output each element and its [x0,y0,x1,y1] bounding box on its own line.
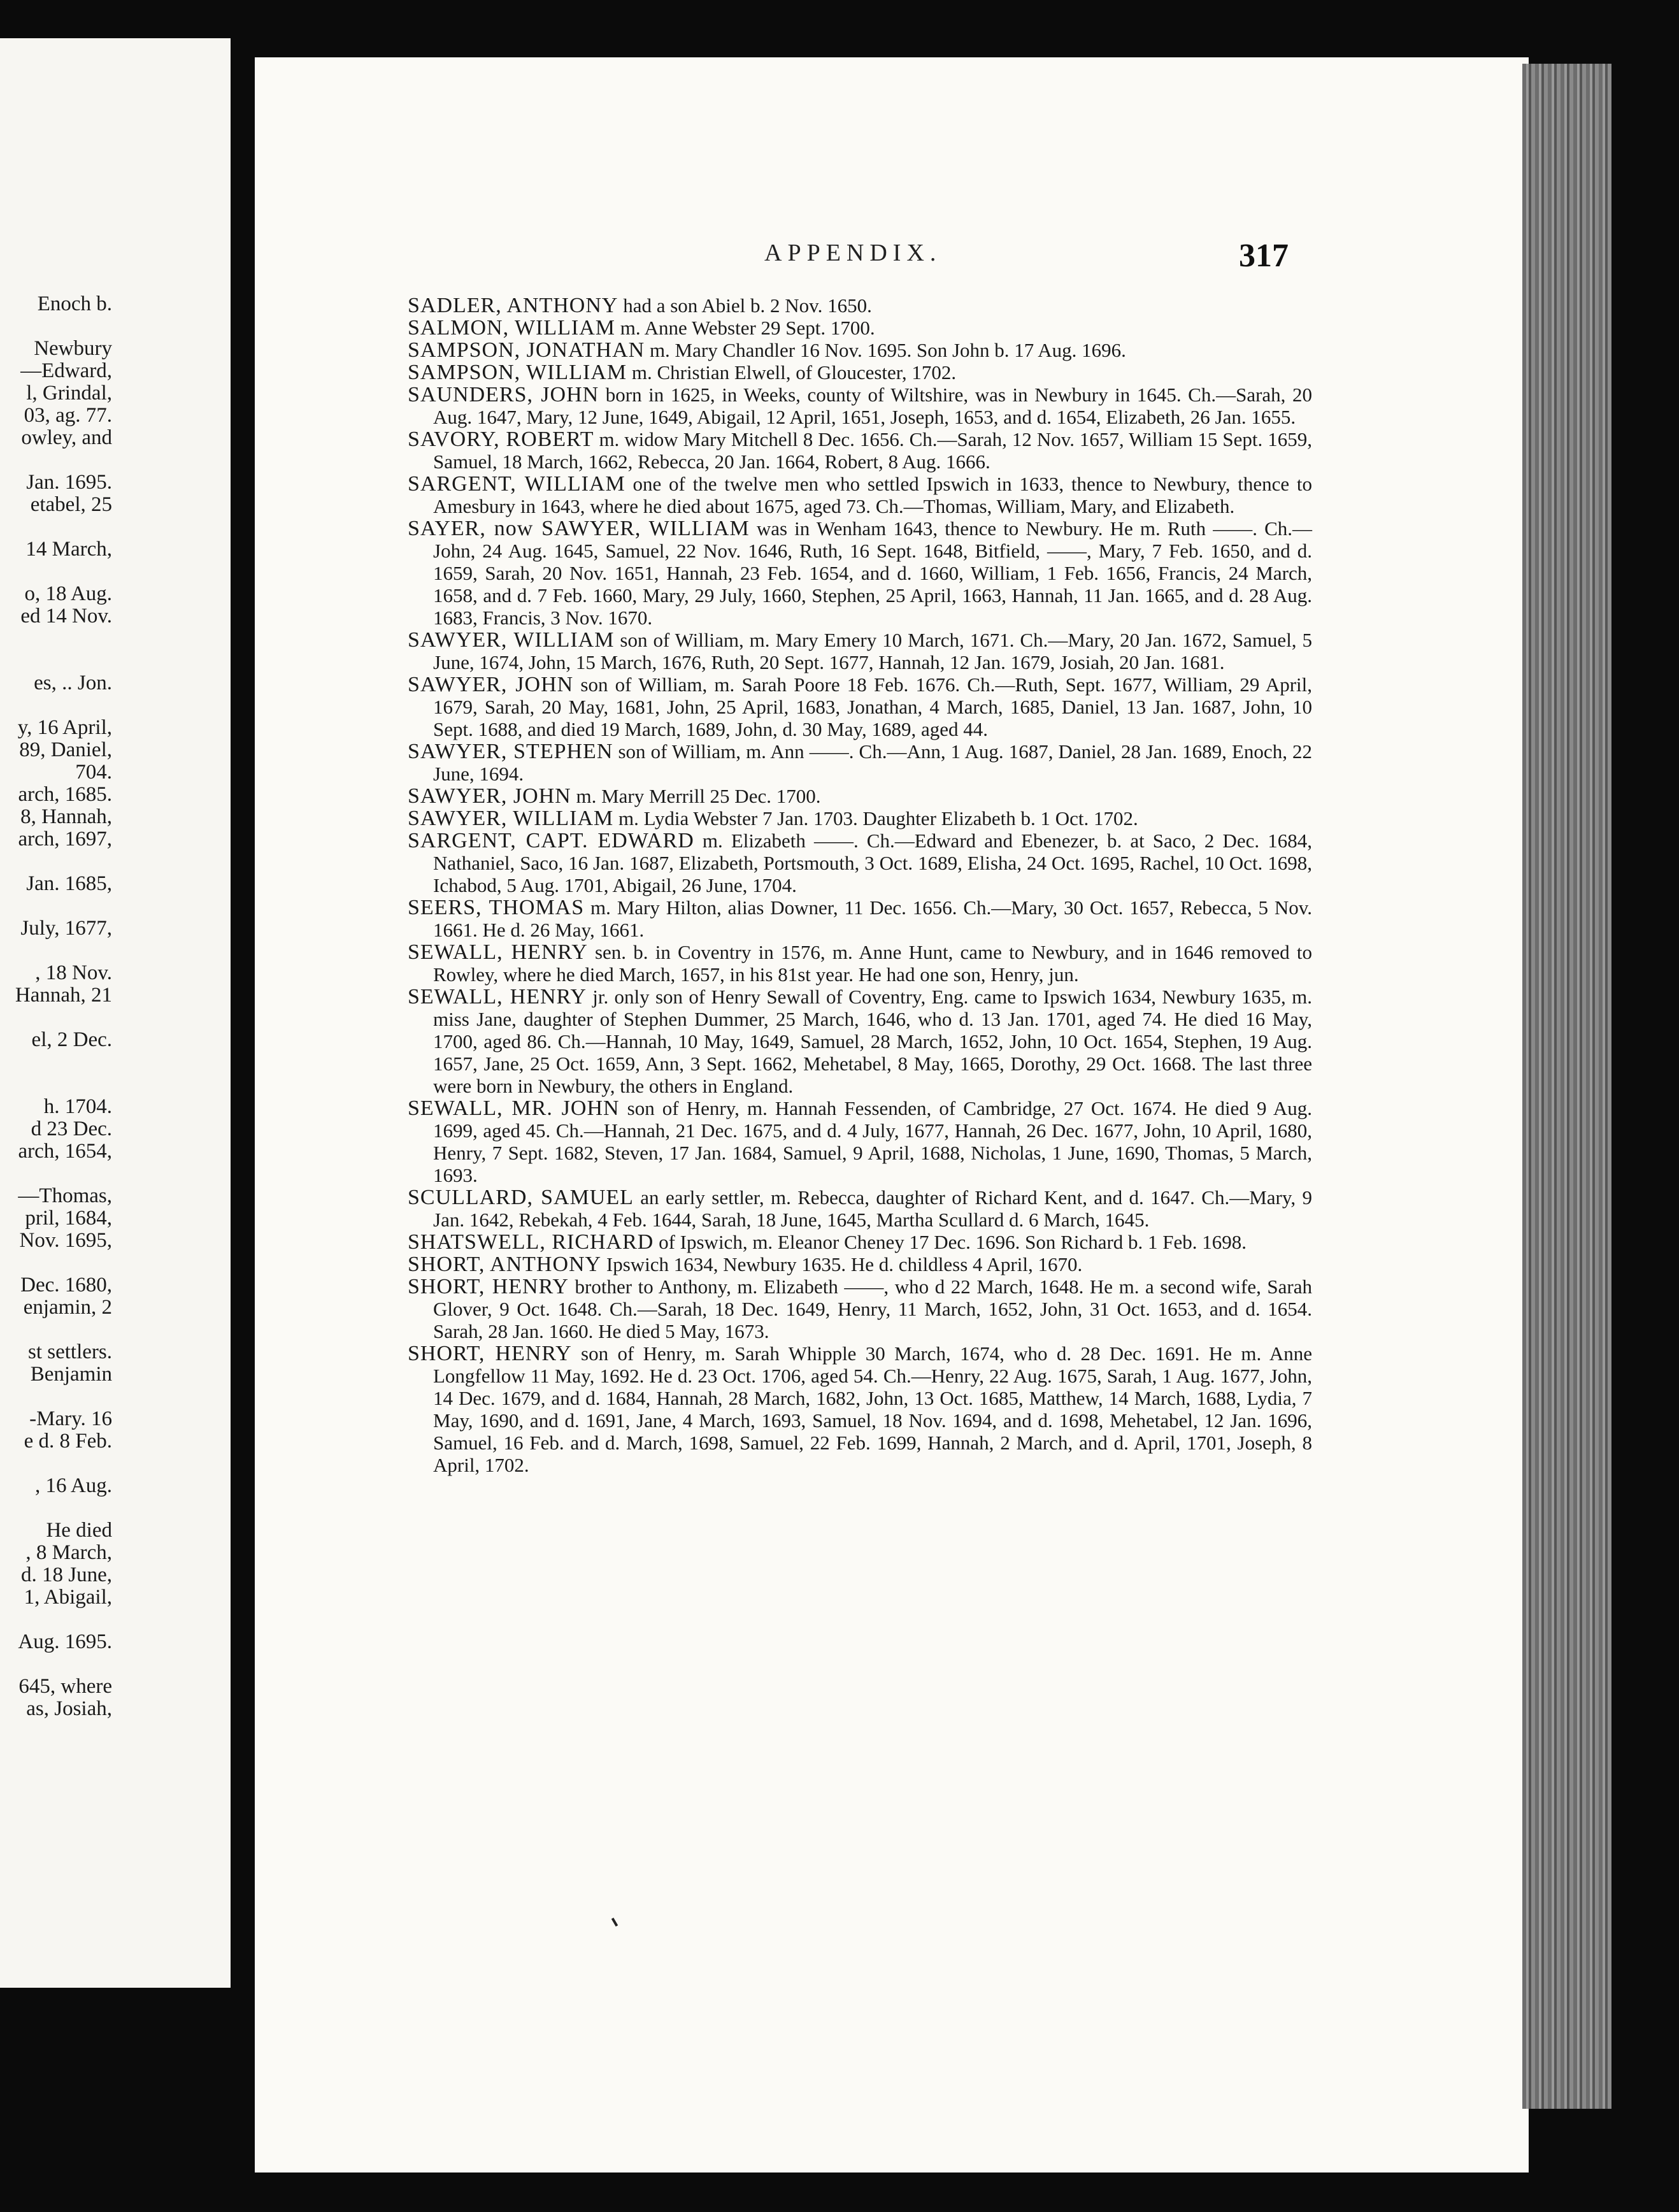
entry-surname: SHORT, HENRY [408,1275,569,1298]
left-page-fragment-line [0,1453,112,1475]
left-page-fragment-line: Enoch b. [37,293,112,315]
left-page-fragment-line: e d. 8 Feb. [24,1430,112,1453]
left-page-fragment-line: st settlers. [28,1341,112,1363]
genealogy-entry [408,1231,1312,1253]
left-page-fragment-line: 1, Abigail, [24,1586,112,1609]
left-page-fragment-line: Hannah, 21 [15,984,112,1007]
entry-text: brother to Anthony, m. Elizabeth ——, who d 22 March, 1648. He m. a second wife, Sarah Glover, 9 Oct. 1648. Ch.—Sarah, 18 Dec. 1649, Henry, 11 March, 1652, John, 31 Oct. 1653, and d. 1654. Sarah, 28 Jan. 1660. He died 5 May, 1673. [433,1275,1312,1342]
left-page-fragment-line: Nov. 1695, [19,1230,112,1252]
entry-text: had a son Abiel b. 2 Nov. 1650. [618,294,872,317]
entry-text: son of Henry, m. Hannah Fessenden, of Cambridge, 27 Oct. 1674. He died 9 Aug. 1699, aged 45. Ch.—Hannah, 21 Dec. 1675, and d. 4 July, 1677, Hannah, 26 Dec. 1677, John, 10 April, 1680, Henry, 7 Sept. 1682, Steven, 17 Jan. 1684, Samuel, 9 April, 1688, Nicholas, 1 June, 1690, Thomas, 5 March, 1693. [433,1097,1313,1186]
genealogy-entry [408,1342,1312,1476]
entry-surname: SHORT, ANTHONY [408,1253,602,1276]
left-page-fragment-line: arch, 1685. [18,784,112,806]
entry-text: son of Henry, m. Sarah Whipple 30 March, 1674, who d. 28 Dec. 1691. He m. Anne Longfellow 11 May, 1692. He d. 23 Oct. 1706, aged 54. Ch.—Henry, 22 Aug. 1675, Sarah, 1 Aug. 1677, John, 14 Dec. 1679, and d. 1684, Hannah, 28 March, 1682, John, 13 Oct. 1685, Matthew, 14 March, 1688, Lydia, 7 May, 1690, and d. 1691, Jane, 4 March, 1693, Samuel, 18 Nov. 1694, and d. 1698, Mehetabel, 12 Jan. 1696, Samuel, 16 Feb. and d. March, 1698, Samuel, 22 Feb. 1699, Hannah, 2 March, and d. April, 1701, Joseph, 8 April, 1702. [433,1342,1312,1476]
left-page-fragment-line: Dec. 1680, [20,1274,112,1296]
entry-surname: SAMPSON, JONATHAN [408,338,645,362]
entry-text: Ipswich 1634, Newbury 1635. He d. childless 4 April, 1670. [601,1253,1083,1275]
left-page-fragment-line: —Edward, [20,360,112,382]
entry-text: m. Mary Merrill 25 Dec. 1700. [571,785,821,807]
entry-surname: SAWYER, JOHN [408,784,571,808]
entry-surname: SCULLARD, SAMUEL [408,1186,634,1209]
left-page-fragment-line [0,1497,112,1519]
left-page-fragment-line [0,1386,112,1408]
left-page-fragment-line: d. 18 June, [21,1564,112,1586]
left-page-fragment-line: Jan. 1685, [26,873,112,895]
entry-text: one of the twelve men who settled Ipswich in 1633, thence to Newbury, thence to Amesbury in 1643, where he died about 1675, aged 73. Ch.—Thomas, William, Mary, and Elizabeth. [433,473,1312,517]
left-page-fragment-line: 8, Hannah, [20,806,112,828]
entry-surname: SEWALL, HENRY [408,940,588,964]
left-page-fragment-line: etabel, 25 [30,494,112,516]
genealogy-entry [408,317,1312,339]
left-page-fragment-line: enjamin, 2 [23,1296,112,1319]
left-page-fragment-line [0,650,112,672]
genealogy-entry [408,1186,1312,1231]
left-page-fragment-line [0,1163,112,1185]
genealogy-entry [408,384,1312,428]
entry-surname: SAWYER, WILLIAM [408,807,614,830]
left-page-fragment-line: July, 1677, [20,917,112,940]
page-number: 317 [1239,238,1289,274]
genealogy-entry [408,629,1312,673]
left-page-fragment-line: , 18 Nov. [35,962,112,984]
entry-surname: SAWYER, STEPHEN [408,740,613,763]
left-page-fragment-line: l, Grindal, [26,382,112,405]
left-page-fragment-line: el, 2 Dec. [31,1029,112,1051]
entry-surname: SAWYER, WILLIAM [408,628,615,652]
left-page-fragment-line: Aug. 1695. [18,1631,112,1653]
entry-surname: SAVORY, ROBERT [408,427,594,451]
entry-text: m. Elizabeth ——. Ch.—Edward and Ebenezer, b. at Saco, 2 Dec. 1684, Nathaniel, Saco, 16 Jan. 1687, Elizabeth, Portsmouth, 3 Oct. 1689, Elisha, 24 Oct. 1695, Rachel, 10 Oct. 1698, Ichabod, 5 Aug. 1701, Abigail, 26 June, 1704. [433,830,1312,896]
entry-surname: SARGENT, CAPT. EDWARD [408,829,694,852]
entry-text: m. Christian Elwell, of Gloucester, 1702. [627,361,957,384]
genealogy-entry [408,1275,1312,1342]
left-page-fragment-line: arch, 1654, [18,1140,112,1163]
left-page-fragment-line: 89, Daniel, [19,739,112,761]
left-page-fragment-line [0,1051,112,1074]
genealogy-entry [408,1097,1312,1186]
entry-surname: SEWALL, MR. JOHN [408,1096,620,1120]
genealogy-entry [408,473,1312,517]
entry-text: jr. only son of Henry Sewall of Coventry, Eng. came to Ipswich 1634, Newbury 1635, m. miss Jane, daughter of Stephen Dummer, 25 March, 1646, who d. 13 Jan. 1701, aged 74. He died 16 May, 1700, aged 86. Ch.—Hannah, 10 May, 1649, Samuel, 28 March, 1652, John, 10 Oct. 1654, Stephen, 19 Aug. 1657, Jane, 25 Oct. 1659, Ann, 3 Sept. 1662, Mehetabel, 8 May, 1665, Dorothy, 29 Oct. 1668. The last three were born in Newbury, the others in England. [433,986,1312,1097]
book-page-edge [1522,64,1611,2109]
genealogy-entry [408,807,1312,830]
genealogy-entry [408,986,1312,1097]
left-page-fragment-line: 03, ag. 77. [24,405,112,427]
left-page-fragment-line [0,1319,112,1341]
entry-surname: SALMON, WILLIAM [408,316,616,340]
genealogy-entry [408,294,1312,317]
left-page-fragment-line [0,940,112,962]
entry-text: was in Wenham 1643, thence to Newbury. He m. Ruth ——. Ch.—John, 24 Aug. 1645, Samuel, 22 Nov. 1646, Ruth, 16 Sept. 1648, Bitfield, ——, Mary, 7 Feb. 1650, and d. 1659, Sarah, 20 Nov. 1651, Hannah, 23 Feb. 1654, and d. 1660, William, 1 Feb. 1656, Francis, 24 March, 1658, and d. 7 Feb. 1660, Mary, 29 July, 1660, Stephen, 25 April, 1663, Hannah, 11 Jan. 1665, and d. 28 Aug. 1683, Francis, 3 Nov. 1670. [433,517,1313,629]
running-head: APPENDIX. [764,240,942,266]
entry-surname: SHATSWELL, RICHARD [408,1230,654,1254]
left-page-fragment-line [0,561,112,583]
genealogy-entry [408,1253,1312,1275]
left-page-fragment-line: d 23 Dec. [31,1118,112,1140]
entry-surname: SEWALL, HENRY [408,985,587,1009]
entry-surname: SADLER, ANTHONY [408,294,618,317]
left-page-fragment-line [0,1007,112,1029]
left-page-fragment-line: 645, where [18,1676,112,1698]
genealogy-entry [408,740,1312,785]
genealogy-entry [408,896,1312,941]
genealogy-entries [408,294,1312,1476]
left-page-fragment-line: He died [46,1519,112,1542]
genealogy-entry [408,361,1312,384]
genealogy-entry [408,830,1312,896]
left-page-fragment-line: 704. [75,761,112,784]
left-page-fragment-line [0,516,112,538]
left-page-fragment-line: Jan. 1695. [26,471,112,494]
entry-text: m. Mary Chandler 16 Nov. 1695. Son John b. 17 Aug. 1696. [645,339,1126,361]
left-page-fragment-line: owley, and [21,427,112,449]
entry-surname: SARGENT, WILLIAM [408,472,625,496]
entry-surname: SAWYER, JOHN [408,673,574,696]
genealogy-entry [408,941,1312,986]
left-page-fragment-line [0,1653,112,1676]
left-page-fragment-line: —Thomas, [18,1185,112,1207]
entry-surname: SEERS, THOMAS [408,896,585,919]
left-page-fragment-line [0,895,112,917]
genealogy-entry [408,428,1312,473]
left-page-fragment-line: -Mary. 16 [29,1408,112,1430]
left-page-fragment-line [0,628,112,650]
left-page-fragment-line: ed 14 Nov. [20,605,112,628]
left-page-fragment-line [0,694,112,717]
entry-text: an early settler, m. Rebecca, daughter of Richard Kent, and d. 1647. Ch.—Mary, 9 Jan. 1642, Rebekah, 4 Feb. 1644, Sarah, 18 June, 1645, Martha Scullard d. 6 March, 1645. [433,1186,1313,1231]
entry-surname: SHORT, HENRY [408,1342,572,1365]
entry-text: of Ipswich, m. Eleanor Cheney 17 Dec. 1696. Son Richard b. 1 Feb. 1698. [654,1231,1247,1253]
left-page-fragment-line: , 8 March, [25,1542,112,1564]
left-page-fragment-line [0,1609,112,1631]
entry-text: sen. b. in Coventry in 1576, m. Anne Hunt, came to Newbury, and in 1646 removed to Rowley, where he died March, 1657, in his 81st year. He had one son, Henry, jun. [433,941,1312,986]
entry-text: son of William, m. Mary Emery 10 March, 1671. Ch.—Mary, 20 Jan. 1672, Samuel, 5 June, 1674, John, 15 March, 1676, Ruth, 20 Sept. 1677, Hannah, 12 Jan. 1679, Josiah, 20 Jan. 1681. [433,629,1312,673]
entry-surname: SAMPSON, WILLIAM [408,361,627,384]
entry-text: son of William, m. Sarah Poore 18 Feb. 1676. Ch.—Ruth, Sept. 1677, William, 29 April, 1679, Sarah, 20 May, 1681, John, 25 April, 1683, Jonathan, 4 March, 1685, Daniel, 13 Jan. 1687, John, 10 Sept. 1688, and died 19 March, 1689, John, d. 30 May, 1689, aged 44. [433,673,1312,740]
left-page-fragment-line: y, 16 April, [17,717,112,739]
entry-text: born in 1625, in Weeks, county of Wiltshire, was in Newbury in 1645. Ch.—Sarah, 20 Aug. 1647, Mary, 12 June, 1649, Abigail, 12 April, 1651, Joseph, 1653, and d. 1654, Elizabeth, 26 Jan. 1655. [433,384,1312,428]
genealogy-entry [408,517,1312,629]
left-page-fragment-line: pril, 1684, [25,1207,112,1230]
left-page-fragment-line [0,851,112,873]
genealogy-entry [408,785,1312,807]
left-page-fragment-line: Benjamin [30,1363,112,1386]
left-page-fragment-line: arch, 1697, [18,828,112,851]
entry-text: m. Lydia Webster 7 Jan. 1703. Daughter Elizabeth b. 1 Oct. 1702. [613,807,1138,830]
entry-surname: SAUNDERS, JOHN [408,383,599,406]
genealogy-entry [408,673,1312,740]
left-page-fragment-line [0,449,112,471]
left-page-fragment-line: es, .. Jon. [34,672,112,694]
left-facing-page [0,38,234,1988]
entry-text: m. Anne Webster 29 Sept. 1700. [615,317,875,339]
left-page-fragment-line: o, 18 Aug. [24,583,112,605]
left-page-fragment-line: 14 March, [25,538,112,561]
left-page-fragment-line [0,1074,112,1096]
genealogy-entry [408,339,1312,361]
entry-text: m. Mary Hilton, alias Downer, 11 Dec. 1656. Ch.—Mary, 30 Oct. 1657, Rebecca, 5 Nov. 1661. He d. 26 May, 1661. [433,896,1312,941]
entry-text: son of William, m. Ann ——. Ch.—Ann, 1 Aug. 1687, Daniel, 28 Jan. 1689, Enoch, 22 June, 1694. [433,740,1313,785]
entry-surname: SAYER, now SAWYER, WILLIAM [408,517,750,540]
left-page-fragment-line [0,1252,112,1274]
left-page-fragment-line [0,315,112,338]
left-page-text-fragments [0,293,112,1720]
left-page-fragment-line: as, Josiah, [26,1698,112,1720]
entry-text: m. widow Mary Mitchell 8 Dec. 1656. Ch.—Sarah, 12 Nov. 1657, William 15 Sept. 1659, Samuel, 18 March, 1662, Rebecca, 20 Jan. 1664, Robert, 8 Aug. 1666. [433,428,1312,473]
left-page-fragment-line: Newbury [34,338,112,360]
left-page-fragment-line: h. 1704. [43,1096,112,1118]
left-page-fragment-line: , 16 Aug. [34,1475,112,1497]
